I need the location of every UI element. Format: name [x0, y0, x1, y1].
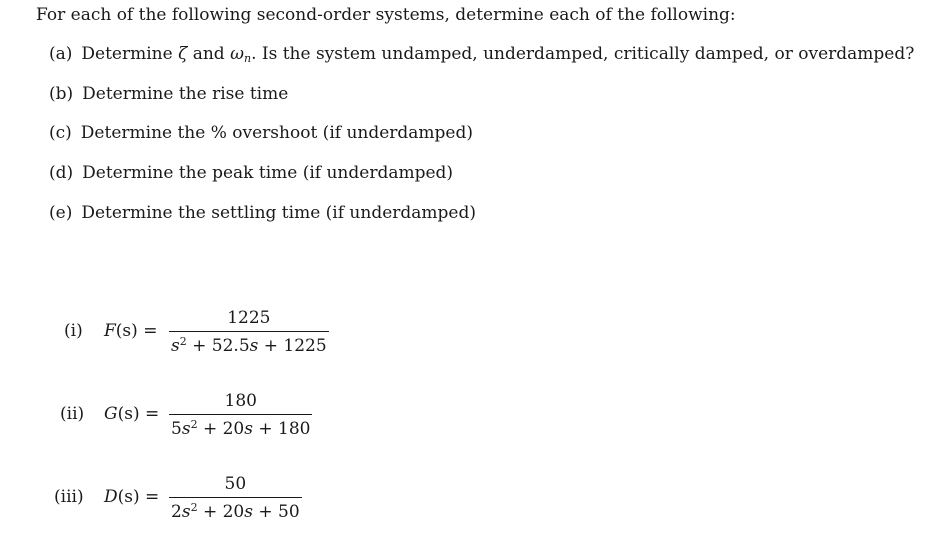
task-label: (a) [49, 44, 73, 64]
task-b [49, 84, 288, 104]
transfer-fraction [169, 391, 312, 439]
omega-subscript: n [243, 52, 252, 65]
system-lhs [104, 404, 159, 424]
task-text: Determine the peak time (if underdamped) [82, 163, 454, 183]
function-name: G [104, 404, 118, 424]
task-text: Determine the rise time [82, 84, 289, 104]
denominator: $5s^2 + 20s + 180$ [171, 418, 311, 439]
equals-sign: = [139, 404, 160, 424]
task-a-post: . Is the system undamped, underdamped, critically damped, or overdamped? [251, 44, 915, 64]
denominator: $2s^2 + 20s + 50$ [171, 501, 300, 522]
task-d [49, 163, 453, 183]
task-a-pre: Determine [81, 44, 179, 64]
system-lhs [104, 321, 157, 341]
task-text: Determine the % overshoot (if underdamped) [80, 123, 474, 143]
transfer-fraction [169, 308, 329, 356]
task-label: (e) [49, 203, 73, 223]
task-label: (c) [49, 123, 72, 143]
function-arg: (s) [117, 404, 140, 424]
equals-sign: = [137, 321, 158, 341]
intro-text: For each of the following second-order systems, determine each of the following: [36, 5, 736, 25]
denominator: $s^2 + 52.5s + 1225$ [171, 335, 327, 356]
omega-symbol: ω [230, 44, 244, 64]
system-label: (ii) [60, 404, 85, 424]
task-text: Determine the settling time (if underdamped) [81, 203, 476, 223]
system-label: (i) [64, 321, 83, 341]
zeta-symbol: ζ [178, 44, 188, 64]
system-lhs [104, 487, 159, 507]
task-a [49, 44, 914, 65]
task-label: (d) [49, 163, 74, 183]
transfer-fraction [169, 474, 302, 522]
function-arg: (s) [115, 321, 138, 341]
function-name: F [104, 321, 116, 341]
task-a-mid: and [187, 44, 231, 64]
function-arg: (s) [117, 487, 140, 507]
task-c [49, 123, 473, 143]
function-name: D [104, 487, 118, 507]
numerator: 50 [224, 474, 247, 494]
task-e [49, 203, 476, 223]
equals-sign: = [139, 487, 160, 507]
task-label: (b) [49, 84, 74, 104]
numerator: 1225 [227, 308, 271, 328]
system-label: (iii) [54, 487, 84, 507]
numerator: 180 [224, 391, 257, 411]
